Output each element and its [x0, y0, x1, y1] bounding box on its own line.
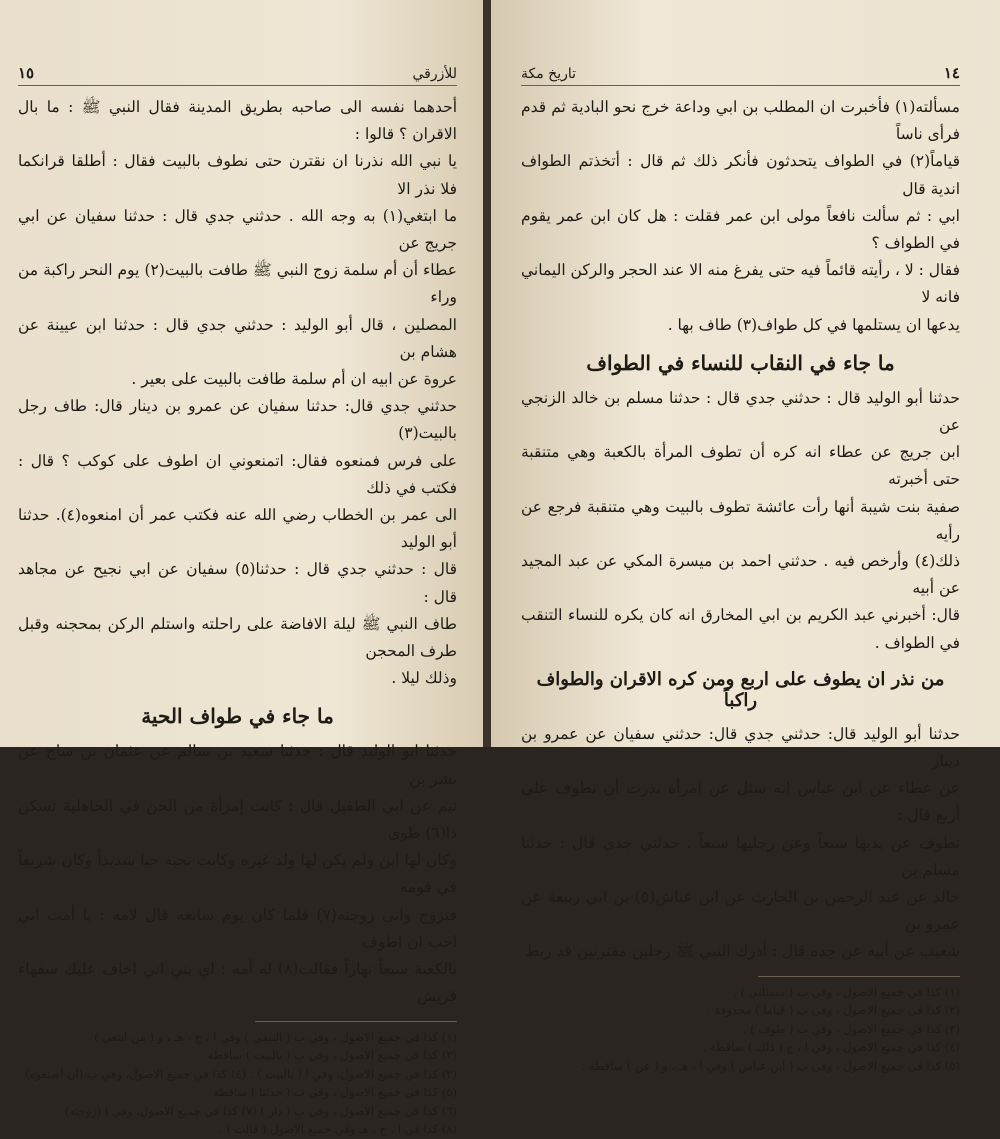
paragraph: [18, 738, 457, 1010]
footnote: (٢) كذا في جميع الاصول ، وفي ب ( بالبيت ) ساقطة .: [255, 1046, 457, 1065]
footnote: (٥) كذا في جميع الاصول ، وفي ب ( ابن عباس ) وفي ا ، هـ ، و ( عن ) ساقطة .: [758, 1057, 960, 1076]
text-line: وذلك ليلا .: [18, 665, 457, 692]
section-title: ما جاء في النقاب للنساء في الطواف: [521, 351, 960, 375]
left-page: [0, 0, 483, 747]
text-line: وكان لها ابن ولم يكن لها ولد غيره وكانت تحبه حبا شديداً وكان شريفاً في قومه: [18, 847, 457, 901]
page-number: ١٤: [944, 64, 960, 82]
text-line: عن عطاء عن ابن عباس انه سئل عن امرأة نذرت أن تطوف على أربع قال :: [521, 775, 960, 829]
text-line: تطوف عن يديها سبعاً وعن رجليها سبعاً . حدثني جدي قال : حدثنا مسلم بن: [521, 830, 960, 884]
paragraph: [18, 393, 457, 692]
paragraph: [521, 94, 960, 339]
text-line: طاف النبي ﷺ ليلة الافاضة على راحلته واستلم الركن بمحجنه وقبل طرف المحجن: [18, 611, 457, 665]
running-head: تاريخ مكة: [521, 66, 576, 82]
text-line: ابي : ثم سألت نافعاً مولى ابن عمر فقلت : هل كان ابن عمر يقوم في الطواف ؟: [521, 203, 960, 257]
text-line: حدثنا أبو الوليد قال: حدثني جدي قال: حدثني سفيان عن عمرو بن دينار: [521, 721, 960, 775]
text-line: قال: أخبرني عبد الكريم بن ابي المخارق انه كان يكره للنساء التنقب في الطواف .: [521, 602, 960, 656]
text-line: صفية بنت شيبة أنها رأت عائشة تطوف بالبيت وهي متنقبة فرجع عن رأيه: [521, 494, 960, 548]
text-line: يا نبي الله نذرنا ان نقترن حتى نطوف بالبيت فقال : أطلقا قرانكما فلا نذر الا: [18, 148, 457, 202]
text-line: قال : حدثني جدي قال : حدثنا(٥) سفيان عن ابي نجيح عن مجاهد قال :: [18, 556, 457, 610]
text-line: حدثنا أبو الوليد قال : حدثني جدي قال : حدثنا مسلم بن خالد الزنجي عن: [521, 385, 960, 439]
footnote: (٥) كذا في جميع الاصول ، وفي ب ( حدثنا ) ساقطة: [255, 1083, 457, 1102]
text-line: عطاء أن أم سلمة زوج النبي ﷺ طافت بالبيت(٢) يوم النحر راكبة من وراء: [18, 257, 457, 311]
text-line: بالكعبة سبعاً نهاراً فقالت(٨) له أمه : اي بني اني اخاف عليك سفهاء قريش: [18, 956, 457, 1010]
footnote: (١) كذا في جميع الاصول ، وفي ب ( مسئلتي ) .: [758, 983, 960, 1002]
right-page-header: [521, 64, 960, 86]
text-line: قياماً(٢) في الطواف يتحدثون فأنكر ذلك ثم قال : أتخذتم الطواف اندية قال: [521, 148, 960, 202]
paragraph: [521, 721, 960, 966]
text-line: حدثنا ابو الوليد قال : حدثنا سعيد بن سالم عن عثمان بن ساج عن بشر بن: [18, 738, 457, 792]
text-line: حدثني جدي قال: حدثنا سفيان عن عمرو بن دينار قال: طاف رجل بالبيت(٣): [18, 393, 457, 447]
text-line: فقال : لا ، رأيته قائماً فيه حتى يفرغ منه الا عند الحجر والركن اليماني فانه لا: [521, 257, 960, 311]
text-line: مسألته(١) فأخبرت ان المطلب بن ابي وداعة خرج نحو البادية ثم قدم فرأى ناساً: [521, 94, 960, 148]
text-line: ذلك(٤) وأرخص فيه . حدثني احمد بن ميسرة المكي عن عبد المجيد عن أبيه: [521, 548, 960, 602]
footnote: (٢) كذا في جميع الاصول ، وفي ب ( قياما ) محذوفة .: [758, 1001, 960, 1020]
paragraph: [521, 385, 960, 657]
text-line: أحدهما نفسه الى صاحبه بطريق المدينة فقال النبي ﷺ : ما بال الاقران ؟ قالوا :: [18, 94, 457, 148]
left-page-body: [18, 94, 457, 1011]
text-line: الى عمر بن الخطاب رضي الله عنه فكتب عمر أن امنعوه(٤). حدثنا أبو الوليد: [18, 502, 457, 556]
footnote: (١) كذا في جميع الاصول ، وفي ب ( التيمي ) وفي ا ، ج ، هـ ، و ( من ابتغي ): [255, 1028, 457, 1047]
text-line: ابن جريج عن عطاء انه كره أن تطوف المرأة بالكعبة وهي متنقبة حتى أخبرته: [521, 439, 960, 493]
text-line: ما ابتغي(١) به وجه الله . حدثني جدي قال : حدثنا سفيان عن ابي جريج عن: [18, 203, 457, 257]
page-number: ١٥: [18, 64, 34, 82]
text-line: شعيب عن أبيه عن جده قال : أدرك النبي ﷺ رجلين مقترنين قد ربط: [521, 938, 960, 965]
text-line: خالد عن عبد الرحمن بن الحارث عن ابن عياش(٥) بن ابي ربيعة عن عمرو بن: [521, 884, 960, 938]
footnote: (٨) كذا في ا ، ج ، هـ وفي جميع الاصول ( قالت ) .: [255, 1120, 457, 1139]
paragraph: [18, 94, 457, 393]
footnote: (٣) كذا في جميع الاصول، وفي ا ( بالبيت ) . (٤) كذا في جميع الاصول، وفي ب (أن أصنعوه): [255, 1065, 457, 1084]
footnotes: [758, 976, 960, 1076]
right-page: [491, 0, 1000, 747]
footnote: (٤) كذا في جميع الاصول ، وفي ا ، ج ( ذلك ) ساقطة .: [758, 1038, 960, 1057]
section-title: من نذر ان يطوف على اربع ومن كره الاقران والطواف راكباً: [521, 669, 960, 711]
text-line: عروة عن ابيه ان أم سلمة طافت بالبيت على بعير .: [18, 366, 457, 393]
text-line: تيم عن ابي الطفيل قال : كانت إمرأة من الجن في الجاهلية تسكن ذا(٦) طوى: [18, 793, 457, 847]
text-line: المصلين ، قال أبو الوليد : حدثني جدي قال : حدثنا ابن عيينة عن هشام بن: [18, 312, 457, 366]
text-line: على فرس فمنعوه فقال: اتمنعوني ان اطوف على كوكب ؟ قال : فكتب في ذلك: [18, 448, 457, 502]
footnote: (٦) كذا في جميع الاصول ، وفي ب ( دار ) (٧) كذا في جميع الاصول، وفي ا (زوجته): [255, 1102, 457, 1121]
right-page-body: [521, 94, 960, 966]
text-line: فتزوج واتى زوجته(٧) فلما كان يوم سابعه قال لامه : يا أمت اني احب ان اطوف: [18, 902, 457, 956]
left-page-header: [18, 64, 457, 86]
book-gutter: [483, 0, 491, 747]
text-line: يدعها ان يستلمها في كل طواف(٣) طاف بها .: [521, 312, 960, 339]
running-head: للأزرقي: [412, 66, 457, 82]
section-title: ما جاء في طواف الحية: [18, 704, 457, 728]
footnotes: [255, 1021, 457, 1139]
footnote: (٣) كذا في جميع الاصول ، وفي ب ( طوف ) .: [758, 1020, 960, 1039]
